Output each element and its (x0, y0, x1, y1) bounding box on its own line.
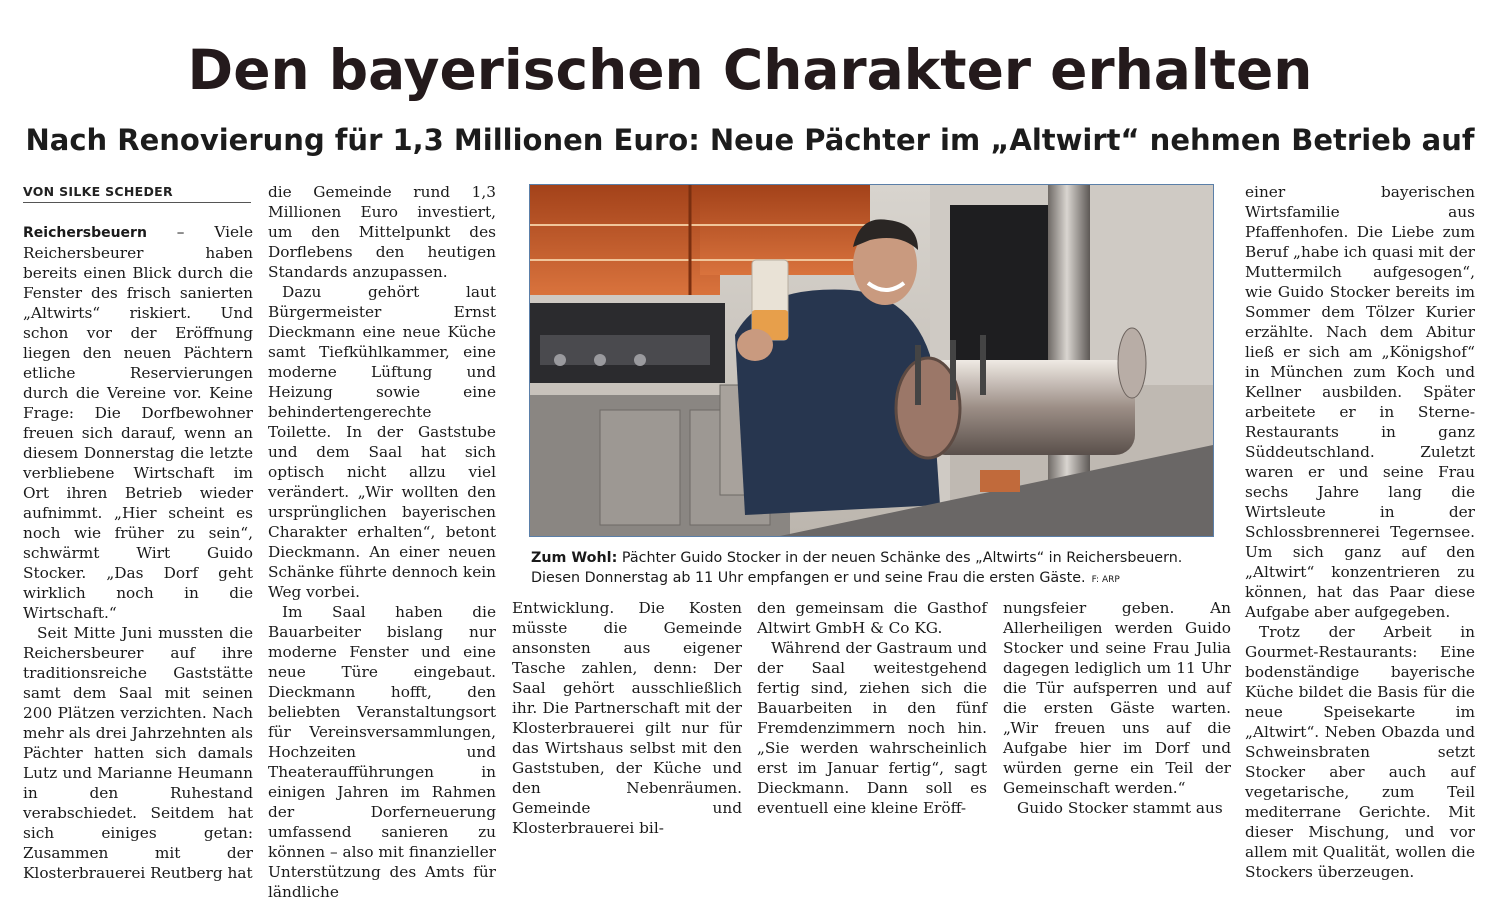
article-subheadline: Nach Renovierung für 1,3 Millionen Euro: Neue Pächter im „Altwirt“ nehmen Betrieb auf (25, 123, 1475, 157)
paragraph: Während der Gastraum und der Saal weitestgehend fertig sind, ziehen sich die Bauarbeiten in den fünf Fremdenzimmern noch hin. „Sie werden wahrscheinlich erst im Januar fertig“, sagt Dieckmann. Dann soll es eventuell eine kleine Eröff- (757, 639, 987, 817)
paragraph: Entwicklung. Die Kosten müsste die Gemeinde ansonsten aus eigener Tasche zahlen, denn: Der Saal gehört ausschließlich ihr. Die Partnerschaft mit der Klosterbrauerei gilt nur für das Wirtshaus selbst mit den Gaststuben, der Küche und den Nebenräumen. Gemeinde und Klosterbrauerei bil- (512, 599, 742, 837)
paragraph-text: – Viele Reichersbeurer haben bereits einen Blick durch die Fenster des frisch sanierten „Altwirts“ riskiert. Und schon vor der Eröffnung liegen den neuen Pächtern etliche Reservierungen durch die Vereine vor. Keine Frage: Die Dorfbewohner freuen sich darauf, wenn an diesem Donnerstag die letzte verbliebene Wirtschaft im Ort ihren Betrieb wieder aufnimmt. „Hier scheint es noch wie früher zu sein“, schwärmt Wirt Guido Stocker. „Das Dorf geht wirklich noch in die Wirtschaft.“ (23, 223, 253, 622)
paragraph (23, 222, 253, 623)
article-column-5 (1003, 598, 1231, 818)
photo-illustration (530, 185, 1213, 536)
caption-lead: Zum Wohl: (531, 550, 618, 566)
paragraph: Im Saal haben die Bauarbeiter bislang nur moderne Fenster und eine neue Türe eingebaut. Dieckmann hofft, den beliebten Veranstaltungsort für Vereinsversammlungen, Hochzeiten und Theateraufführungen in einigen Jahren im Rahmen der Dorferneuerung umfassend sanieren zu können – also mit finanzieller Unterstützung des Amts für ländliche (268, 603, 496, 901)
paragraph: den gemeinsam die Gasthof Altwirt GmbH & Co KG. (757, 599, 987, 637)
photo-credit: F: ARP (1091, 575, 1120, 585)
paragraph: Trotz der Arbeit in Gourmet-Restaurants: Eine bodenständige bayerische Küche bildet die Basis für die neue Speisekarte im „Altwirt“. Neben Obazda und Schweinsbraten setzt Stocker aber auch auf vegetarische, zum Teil mediterrane Gerichte. Mit dieser Mischung, und vor allem mit Qualität, wollen die Stockers überzeugen. (1245, 623, 1475, 881)
article-column-1 (23, 222, 253, 883)
paragraph: die Gemeinde rund 1,3 Millionen Euro investiert, um den Mittelpunkt des Dorflebens den heutigen Standards anzupassen. (268, 183, 496, 281)
article-column-2 (268, 182, 496, 902)
paragraph: Seit Mitte Juni mussten die Reichersbeurer auf ihre traditionsreiche Gaststätte samt dem Saal mit seinen 200 Plätzen verzichten. Nach mehr als drei Jahrzehnten als Pächter hatten sich damals Lutz und Marianne Heumann in den Ruhestand verabschiedet. Seitdem hat sich einiges getan: Zusammen mit der Klosterbrauerei Reutberg hat (23, 624, 253, 882)
article-photo (529, 184, 1214, 537)
article-column-3 (512, 598, 742, 838)
article-column-6 (1245, 182, 1475, 882)
paragraph: Guido Stocker stammt aus (1017, 799, 1223, 817)
paragraph: nungsfeier geben. An Allerheiligen werden Guido Stocker und seine Frau Julia dagegen lediglich um 11 Uhr die Tür aufsperren und auf die ersten Gäste warten. „Wir freuen uns auf die Aufgabe hier im Dorf und würden gerne ein Teil der Gemeinschaft werden.“ (1003, 599, 1231, 797)
article-column-4 (757, 598, 987, 818)
dateline: Reichersbeuern (23, 225, 147, 241)
caption-text: Pächter Guido Stocker in der neuen Schänke des „Altwirts“ in Reichersbeuern. Diesen Donnerstag ab 11 Uhr empfangen er und seine Frau die ersten Gäste. (531, 550, 1183, 586)
byline: VON SILKE SCHEDER (23, 184, 251, 203)
paragraph: einer bayerischen Wirtsfamilie aus Pfaffenhofen. Die Liebe zum Beruf „habe ich quasi mit der Muttermilch aufgesogen“, wie Guido Stocker bereits im Sommer dem Tölzer Kurier erzählte. Nach dem Abitur ließ er sich am „Königshof“ in München zum Koch und Kellner ausbilden. Später arbeitete er in Sterne-Restaurants in ganz Süddeutschland. Zuletzt waren er und seine Frau sechs Jahre lang die Wirtsleute in der Schlossbrennerei Tegernsee. Um sich ganz auf den „Altwirt“ konzentrieren zu können, hat das Paar diese Aufgabe aber aufgegeben. (1245, 183, 1475, 621)
paragraph: Dazu gehört laut Bürgermeister Ernst Dieckmann eine neue Küche samt Tiefkühlkammer, eine moderne Lüftung und Heizung sowie eine behindertengerechte Toilette. In der Gaststube und dem Saal hat sich optisch nicht allzu viel verändert. „Wir wollten den ursprünglichen bayerischen Charakter erhalten“, betont Dieckmann. An einer neuen Schänke führte dennoch kein Weg vorbei. (268, 283, 496, 601)
photo-caption (531, 548, 1221, 590)
article-headline: Den bayerischen Charakter erhalten (187, 38, 1313, 102)
